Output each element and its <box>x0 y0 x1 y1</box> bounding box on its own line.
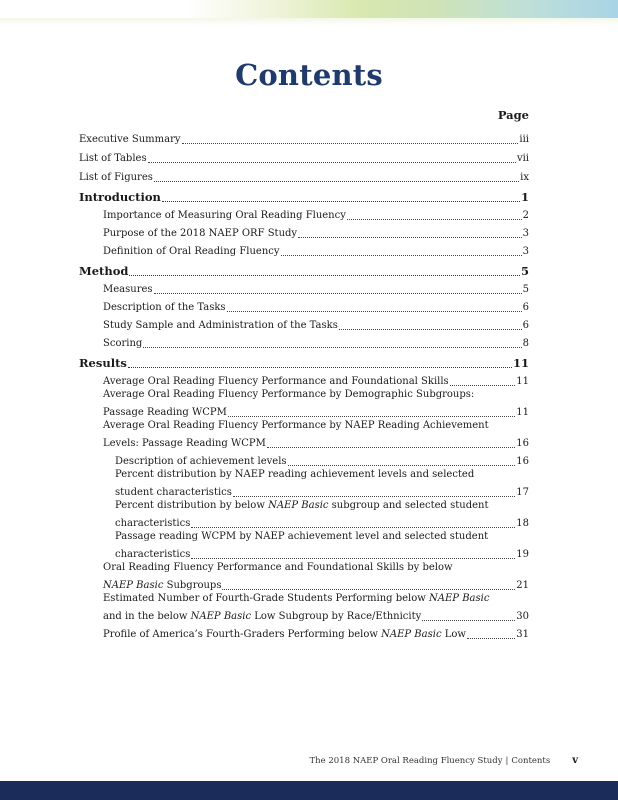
page-footer <box>309 755 578 766</box>
entry-line-2: Passage Reading WCPM <box>103 407 227 418</box>
toc-entry-description-achievement-levels[interactable]: Description of achievement levels 16 <box>115 456 529 467</box>
entry-line-2: Levels: Passage Reading WCPM <box>103 438 266 449</box>
toc-entry-method[interactable]: Method 5 <box>79 264 529 278</box>
entry-line-1: Percent distribution by below NAEP Basic subgroup and selected student <box>115 500 489 511</box>
toc-entry-average-orf-achievement[interactable]: Average Oral Reading Fluency Performance by NAEP Reading Achievement Levels: Passage Reading WCPM 16 <box>103 420 529 449</box>
entry-line-1: Percent distribution by NAEP reading achievement levels and selected <box>115 469 475 480</box>
toc-entry-orf-below-basic-subgroups[interactable]: Oral Reading Fluency Performance and Foundational Skills by below NAEP Basic Subgroups 21 <box>103 562 529 591</box>
entry-line-2: characteristics <box>115 549 191 560</box>
toc-entry-list-of-figures[interactable]: List of Figures ix <box>79 172 529 183</box>
toc-entry-results[interactable]: Results 11 <box>79 356 529 370</box>
toc-entry-importance[interactable]: Importance of Measuring Oral Reading Fluency 2 <box>103 210 529 221</box>
toc-entry-estimated-number[interactable]: Estimated Number of Fourth-Grade Students Performing below NAEP Basic and in the below NAEP Basic Low Subgroup by Race/Ethnicity 30 <box>103 593 529 622</box>
toc-entry-profile[interactable]: Profile of America’s Fourth-Graders Performing below NAEP Basic Low 31 <box>103 629 529 640</box>
toc-entry-list-of-tables[interactable]: List of Tables vii <box>79 153 529 164</box>
footer-page-number: v <box>572 755 578 766</box>
entry-line-1: Average Oral Reading Fluency Performance by Demographic Subgroups: <box>103 389 475 400</box>
toc-entry-percent-distribution-below-basic[interactable]: Percent distribution by below NAEP Basic subgroup and selected student characteristics 18 <box>115 500 529 529</box>
entry-line-2: and in the below NAEP Basic Low Subgroup by Race/Ethnicity <box>103 611 422 622</box>
toc-entry-description-of-tasks[interactable]: Description of the Tasks 6 <box>103 302 529 313</box>
footer-separator: | <box>505 755 509 766</box>
entry-line-1: Oral Reading Fluency Performance and Foundational Skills by below <box>103 562 453 573</box>
page-column-header: Page <box>497 108 529 122</box>
page-title: Contents <box>235 58 383 92</box>
bottom-navy-band <box>0 781 618 800</box>
toc-entry-scoring[interactable]: Scoring 8 <box>103 338 529 349</box>
toc-entry-study-sample[interactable]: Study Sample and Administration of the Tasks 6 <box>103 320 529 331</box>
toc-entry-executive-summary[interactable]: Executive Summary iii <box>79 134 529 145</box>
table-of-contents <box>79 127 529 641</box>
toc-entry-measures[interactable]: Measures 5 <box>103 284 529 295</box>
toc-entry-percent-distribution-levels[interactable]: Percent distribution by NAEP reading achievement levels and selected student characteristics 17 <box>115 469 529 498</box>
toc-entry-average-orf-foundational[interactable]: Average Oral Reading Fluency Performance and Foundational Skills 11 <box>103 376 529 387</box>
toc-entry-definition[interactable]: Definition of Oral Reading Fluency 3 <box>103 246 529 257</box>
toc-entry-passage-reading-wcpm[interactable]: Passage reading WCPM by NAEP achievement level and selected student characteristics 19 <box>115 531 529 560</box>
top-gradient-band <box>0 0 618 18</box>
entry-line-2: NAEP Basic Subgroups <box>103 580 222 591</box>
entry-line-1: Estimated Number of Fourth-Grade Students Performing below NAEP Basic <box>103 593 490 604</box>
footer-section: Contents <box>511 755 551 766</box>
entry-line-1: Passage reading WCPM by NAEP achievement level and selected student <box>115 531 489 542</box>
footer-study-title: The 2018 NAEP Oral Reading Fluency Study <box>309 755 503 766</box>
toc-entry-average-orf-demographic[interactable]: Average Oral Reading Fluency Performance by Demographic Subgroups: Passage Reading WCPM 11 <box>103 389 529 418</box>
toc-entry-purpose[interactable]: Purpose of the 2018 NAEP ORF Study 3 <box>103 228 529 239</box>
entry-line-2: characteristics <box>115 518 191 529</box>
entry-line-2: student characteristics <box>115 487 232 498</box>
entry-line-1: Average Oral Reading Fluency Performance by NAEP Reading Achievement <box>103 420 489 431</box>
toc-entry-introduction[interactable]: Introduction 1 <box>79 190 529 204</box>
top-band-fade <box>0 18 618 26</box>
